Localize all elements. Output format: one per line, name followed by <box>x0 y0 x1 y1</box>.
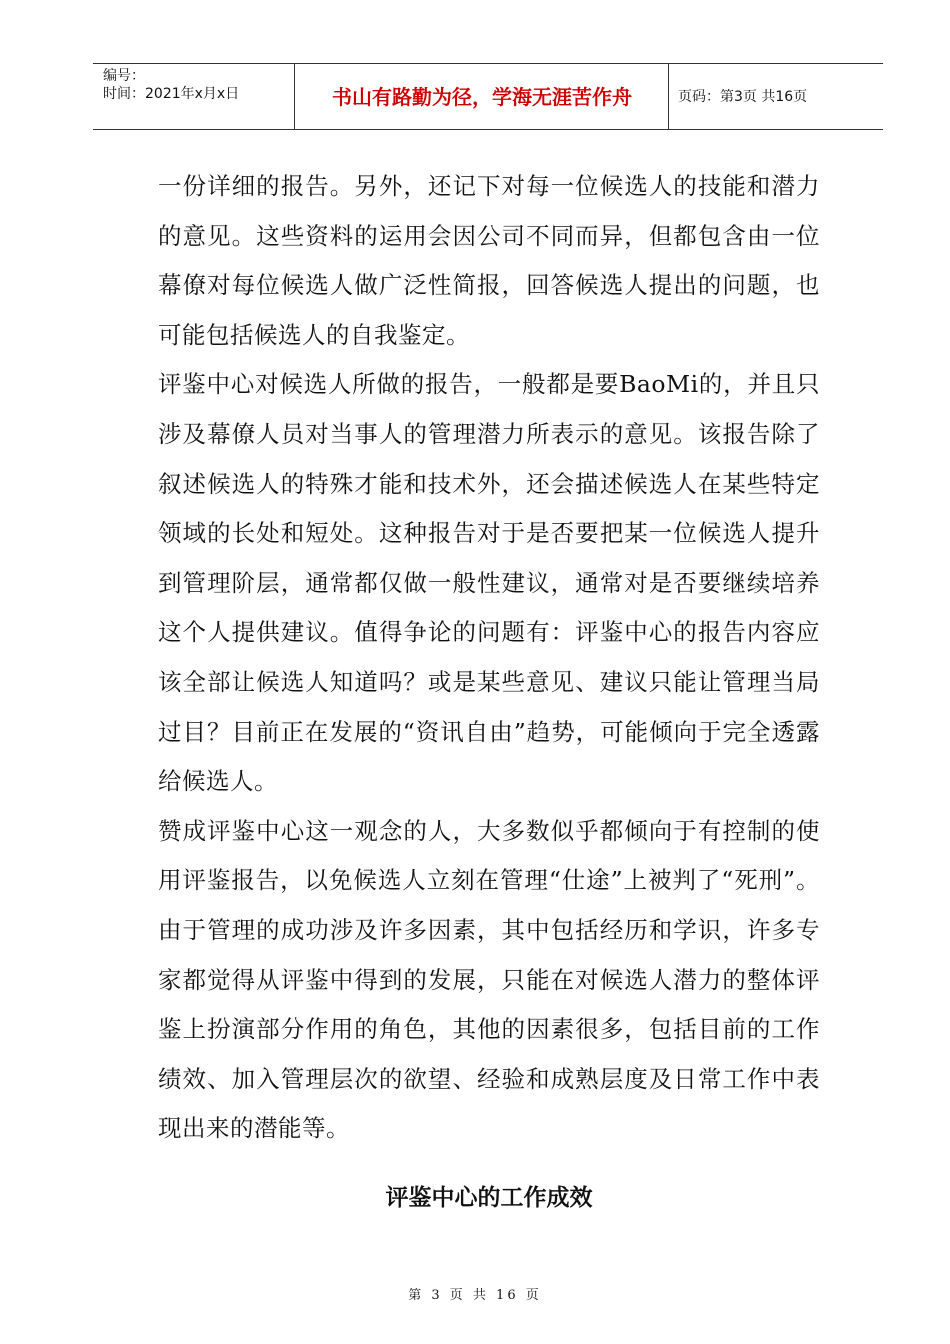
header-divider-right <box>668 64 669 130</box>
body-paragraph: 评鉴中心对候选人所做的报告，一般都是要BaoMi的，并且只涉及幕僚人员对当事人的管理潜力所表示的意见。该报告除了叙述候选人的特殊才能和技术外，还会描述候选人在某些特定领域的长处和短处。这种报告对于是否要把某一位候选人提升到管理阶层，通常都仅做一般性建议，通常对是否要继续培养这个人提供建议。值得争论的问题有：评鉴中心的报告内容应该全部让候选人知道吗？或是某些意见、建议只能让管理当局过目？目前正在发展的“资讯自由”趋势，可能倾向于完全透露给候选人。 <box>158 370 820 796</box>
page-header <box>93 63 883 130</box>
header-motto: 书山有路勤为径，学海无涯苦作舟 <box>332 85 632 109</box>
document-body <box>158 162 820 1154</box>
header-time-label: 时间：2021年x月x日 <box>103 86 240 102</box>
header-meta <box>103 67 239 103</box>
section-title: 评鉴中心的工作成效 <box>385 1185 593 1211</box>
body-paragraph: 一份详细的报告。另外，还记下对每一位候选人的技能和潜力的意见。这些资料的运用会因公司不同而异，但都包含由一位幕僚对每位候选人做广泛性简报，回答候选人提出的问题，也可能包括候选人的自我鉴定。 <box>158 172 820 349</box>
header-number-label: 编号： <box>103 68 145 84</box>
header-page-info: 页码：第3页 共16页 <box>678 89 808 105</box>
header-divider-left <box>294 64 295 130</box>
page-footer: 第 3 页 共 16 页 <box>408 1288 542 1303</box>
body-paragraph: 赞成评鉴中心这一观念的人，大多数似乎都倾向于有控制的使用评鉴报告，以免候选人立刻在管理“仕途”上被判了“死刑”。由于管理的成功涉及许多因素，其中包括经历和学识，许多专家都觉得从评鉴中得到的发展，只能在对候选人潜力的整体评鉴上扮演部分作用的角色，其他的因素很多，包括目前的工作绩效、加入管理层次的欲望、经验和成熟层度及日常工作中表现出来的潜能等。 <box>158 816 820 1143</box>
